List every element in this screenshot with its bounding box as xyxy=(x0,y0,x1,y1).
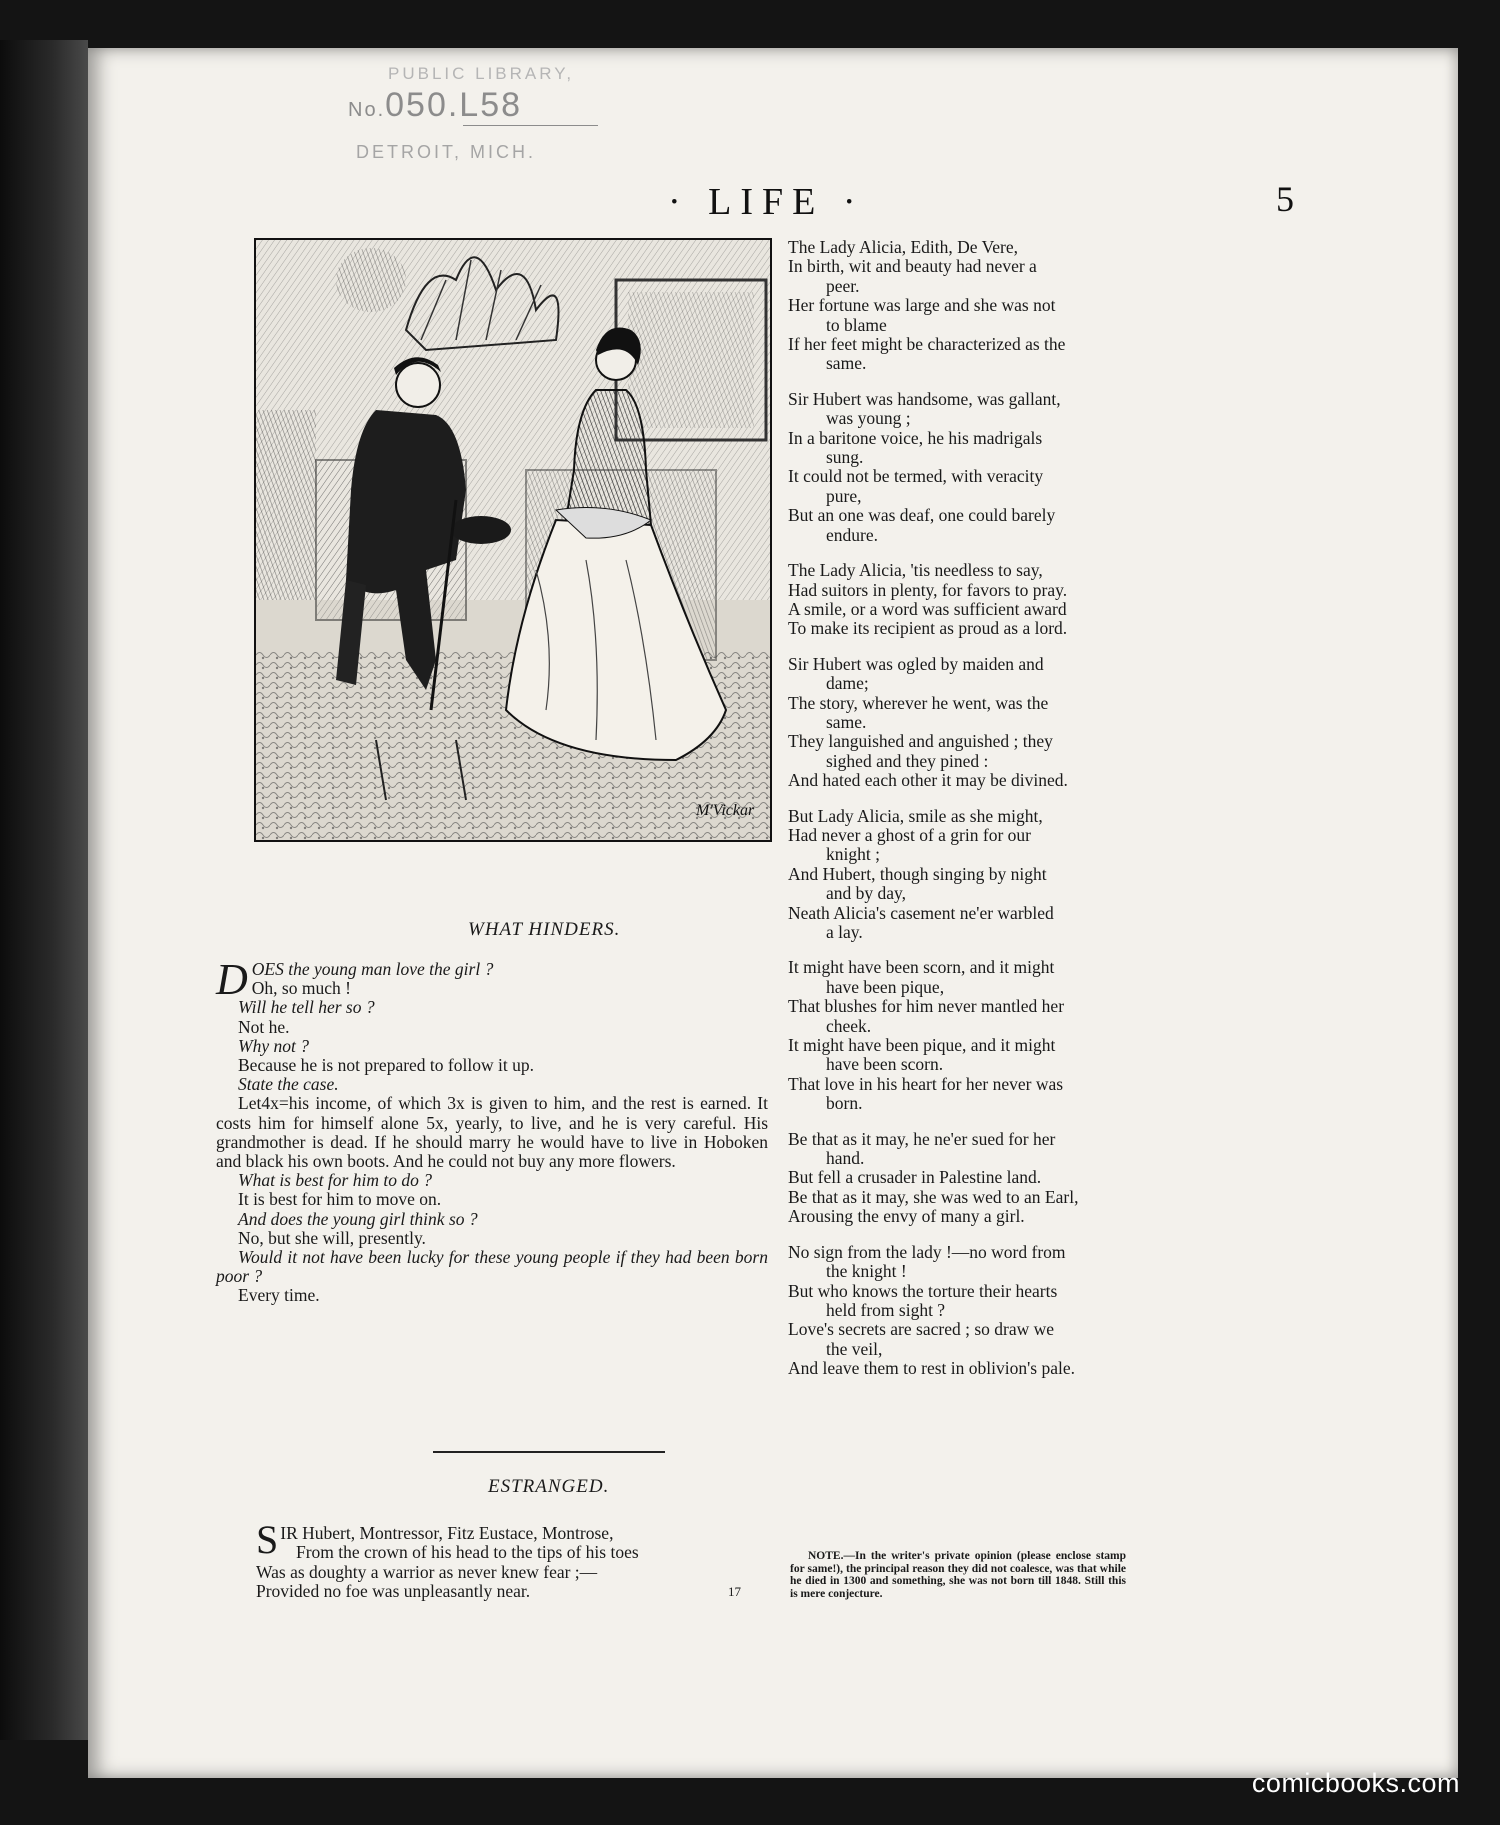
poem-line: have been scorn. xyxy=(826,1054,944,1075)
poem-line: It might have been pique, and it might xyxy=(788,1035,1056,1056)
poem-stanza xyxy=(788,655,1128,791)
poem-line: same. xyxy=(826,353,867,374)
poem-stanza xyxy=(788,1243,1128,1379)
poem-line: knight ; xyxy=(826,844,880,865)
what-hinders-dialogue xyxy=(216,955,768,1306)
poem-line: same. xyxy=(826,711,867,732)
poem-line: If her feet might be characterized as the xyxy=(788,334,1066,355)
estranged-line: From the crown of his head to the tips of his toes xyxy=(296,1542,639,1563)
poem-line: But Lady Alicia, smile as she might, xyxy=(788,805,1043,826)
poem-line: pure, xyxy=(826,485,862,506)
poem-line: A smile, or a word was sufficient award xyxy=(788,598,1067,619)
poem-line: No sign from the lady !—no word from xyxy=(788,1241,1066,1262)
poem-line: Had never a ghost of a grin for our xyxy=(788,824,1031,845)
dialogue-question: Why not ? xyxy=(238,1035,309,1056)
illustration-signature: M'Vickar xyxy=(696,802,755,819)
dialogue-question: Will he tell her so ? xyxy=(238,997,375,1018)
stamp-number-value: 050.L58 xyxy=(385,86,523,124)
dialogue-answer: No, but she will, presently. xyxy=(238,1227,426,1248)
poem-line: Arousing the envy of many a girl. xyxy=(788,1206,1025,1227)
estranged-poem-column xyxy=(788,238,1128,1395)
poem-line: It could not be termed, with veracity xyxy=(788,466,1044,487)
poem-line: Be that as it may, she was wed to an Earl, xyxy=(788,1186,1079,1207)
estranged-title: ESTRANGED. xyxy=(488,1476,610,1497)
poem-stanza xyxy=(788,807,1128,943)
poem-line: hand. xyxy=(826,1148,865,1169)
stamp-number xyxy=(348,86,522,125)
poem-line: sung. xyxy=(826,447,864,468)
dialogue-question: State the case. xyxy=(238,1074,339,1095)
poem-line: It might have been scorn, and it might xyxy=(788,957,1055,978)
poem-line: In a baritone voice, he his madrigals xyxy=(788,427,1043,448)
poem-line: But fell a crusader in Palestine land. xyxy=(788,1167,1042,1188)
poem-line: Sir Hubert was handsome, was gallant, xyxy=(788,388,1061,409)
poem-stanza xyxy=(788,561,1128,639)
dialogue-paragraph: Let4x=his income, of which 3x is given to him, and the rest is earned. It costs him for himself alone 5x, yearly, to live, and he is very careful. His grandmother is dead. If he should marry he would have to live in Hoboken and black his own boots. And he could not buy any more flowers. xyxy=(216,1093,768,1172)
stamp-number-prefix: No. xyxy=(348,99,386,121)
poem-line: And Hubert, though singing by night xyxy=(788,863,1047,884)
library-stamp xyxy=(268,54,598,164)
dialogue-answer: Oh, so much ! xyxy=(251,978,351,999)
magazine-page xyxy=(88,48,1458,1778)
estranged-line-text: IR Hubert, Montressor, Fitz Eustace, Montrose, xyxy=(280,1523,614,1543)
book-spine-edge xyxy=(0,40,88,1740)
poem-line: Had suitors in plenty, for favors to pray. xyxy=(788,579,1068,600)
poem-line: held from sight ? xyxy=(826,1299,946,1320)
engraving-illustration xyxy=(254,238,772,842)
stamp-library: PUBLIC LIBRARY, xyxy=(388,64,575,83)
poem-line: And leave them to rest in oblivion's pale. xyxy=(788,1358,1075,1379)
dialogue-final-answer: Every time. xyxy=(238,1285,320,1306)
poem-line: was young ; xyxy=(826,408,911,429)
poem-line: In birth, wit and beauty had never a xyxy=(788,256,1037,277)
poem-stanza xyxy=(788,1130,1128,1227)
poem-line: To make its recipient as proud as a lord. xyxy=(788,618,1068,639)
poem-line: to blame xyxy=(826,314,887,335)
poem-line: That blushes for him never mantled her xyxy=(788,996,1065,1017)
dropcap-d: D xyxy=(216,955,248,1004)
dialogue-answer: Not he. xyxy=(238,1016,290,1037)
masthead-title: · LIFE · xyxy=(668,181,865,223)
dialogue-question: And does the young girl think so ? xyxy=(238,1208,478,1229)
poem-line: and by day, xyxy=(826,883,907,904)
dialogue-question: What is best for him to do ? xyxy=(238,1170,432,1191)
poem-stanza xyxy=(788,390,1128,545)
poem-line: a lay. xyxy=(826,922,863,942)
poem-line: have been pique, xyxy=(826,976,945,997)
stamp-underline xyxy=(463,125,598,126)
poem-line: The Lady Alicia, 'tis needless to say, xyxy=(788,560,1043,581)
poem-line: the veil, xyxy=(826,1338,883,1359)
poem-line: But an one was deaf, one could barely xyxy=(788,505,1056,526)
poem-line: born. xyxy=(826,1093,863,1114)
site-watermark: comicbooks.com xyxy=(1251,1768,1460,1798)
signature-mark: 17 xyxy=(728,1584,741,1599)
poem-line: Be that as it may, he ne'er sued for her xyxy=(788,1128,1056,1149)
dialogue-answer: Because he is not prepared to follow it up. xyxy=(238,1055,534,1076)
page-number: 5 xyxy=(1276,179,1294,219)
dropcap-s: S xyxy=(256,1517,279,1562)
poem-line: Love's secrets are sacred ; so draw we xyxy=(788,1319,1055,1340)
poem-line: That love in his heart for her never was xyxy=(788,1073,1064,1094)
poem-line: Sir Hubert was ogled by maiden and xyxy=(788,653,1044,674)
estranged-opening xyxy=(256,1517,776,1602)
section-divider xyxy=(433,1451,665,1453)
poem-line: the knight ! xyxy=(826,1261,907,1282)
what-hinders-title: WHAT HINDERS. xyxy=(468,919,621,940)
parlor-scene-image xyxy=(256,240,770,840)
stamp-city: DETROIT, MICH. xyxy=(356,142,536,162)
poem-line: cheek. xyxy=(826,1015,872,1036)
dialogue-question: OES the young man love the girl ? xyxy=(251,959,494,979)
estranged-line: Provided no foe was unpleasantly near. xyxy=(256,1581,531,1602)
poem-line: sighed and they pined : xyxy=(826,750,989,771)
estranged-line: Was as doughty a warrior as never knew fear ;— xyxy=(256,1561,598,1582)
poem-line: The Lady Alicia, Edith, De Vere, xyxy=(788,237,1019,257)
poem-line: Neath Alicia's casement ne'er warbled xyxy=(788,902,1054,923)
poem-line: endure. xyxy=(826,524,878,545)
poem-line: They languished and anguished ; they xyxy=(788,731,1053,752)
dialogue-question-long: Would it not have been lucky for these young people if they had been born poor ? xyxy=(216,1247,768,1287)
poem-line: But who knows the torture their hearts xyxy=(788,1280,1058,1301)
dialogue-answer: It is best for him to move on. xyxy=(238,1189,442,1210)
poem-line: And hated each other it may be divined. xyxy=(788,770,1068,791)
poem-line: peer. xyxy=(826,275,860,296)
poem-stanza xyxy=(788,958,1128,1113)
poem-line: The story, wherever he went, was the xyxy=(788,692,1049,713)
poem-stanza xyxy=(788,238,1128,374)
poem-line: dame; xyxy=(826,673,869,694)
author-note: NOTE.—In the writer's private opinion (please enclose stamp for same!), the principal reason they did not coalesce, was that while he died in 1300 and something, she was not born till 1848. Still this is mere conjecture. xyxy=(790,1550,1126,1600)
poem-line: Her fortune was large and she was not xyxy=(788,295,1056,316)
